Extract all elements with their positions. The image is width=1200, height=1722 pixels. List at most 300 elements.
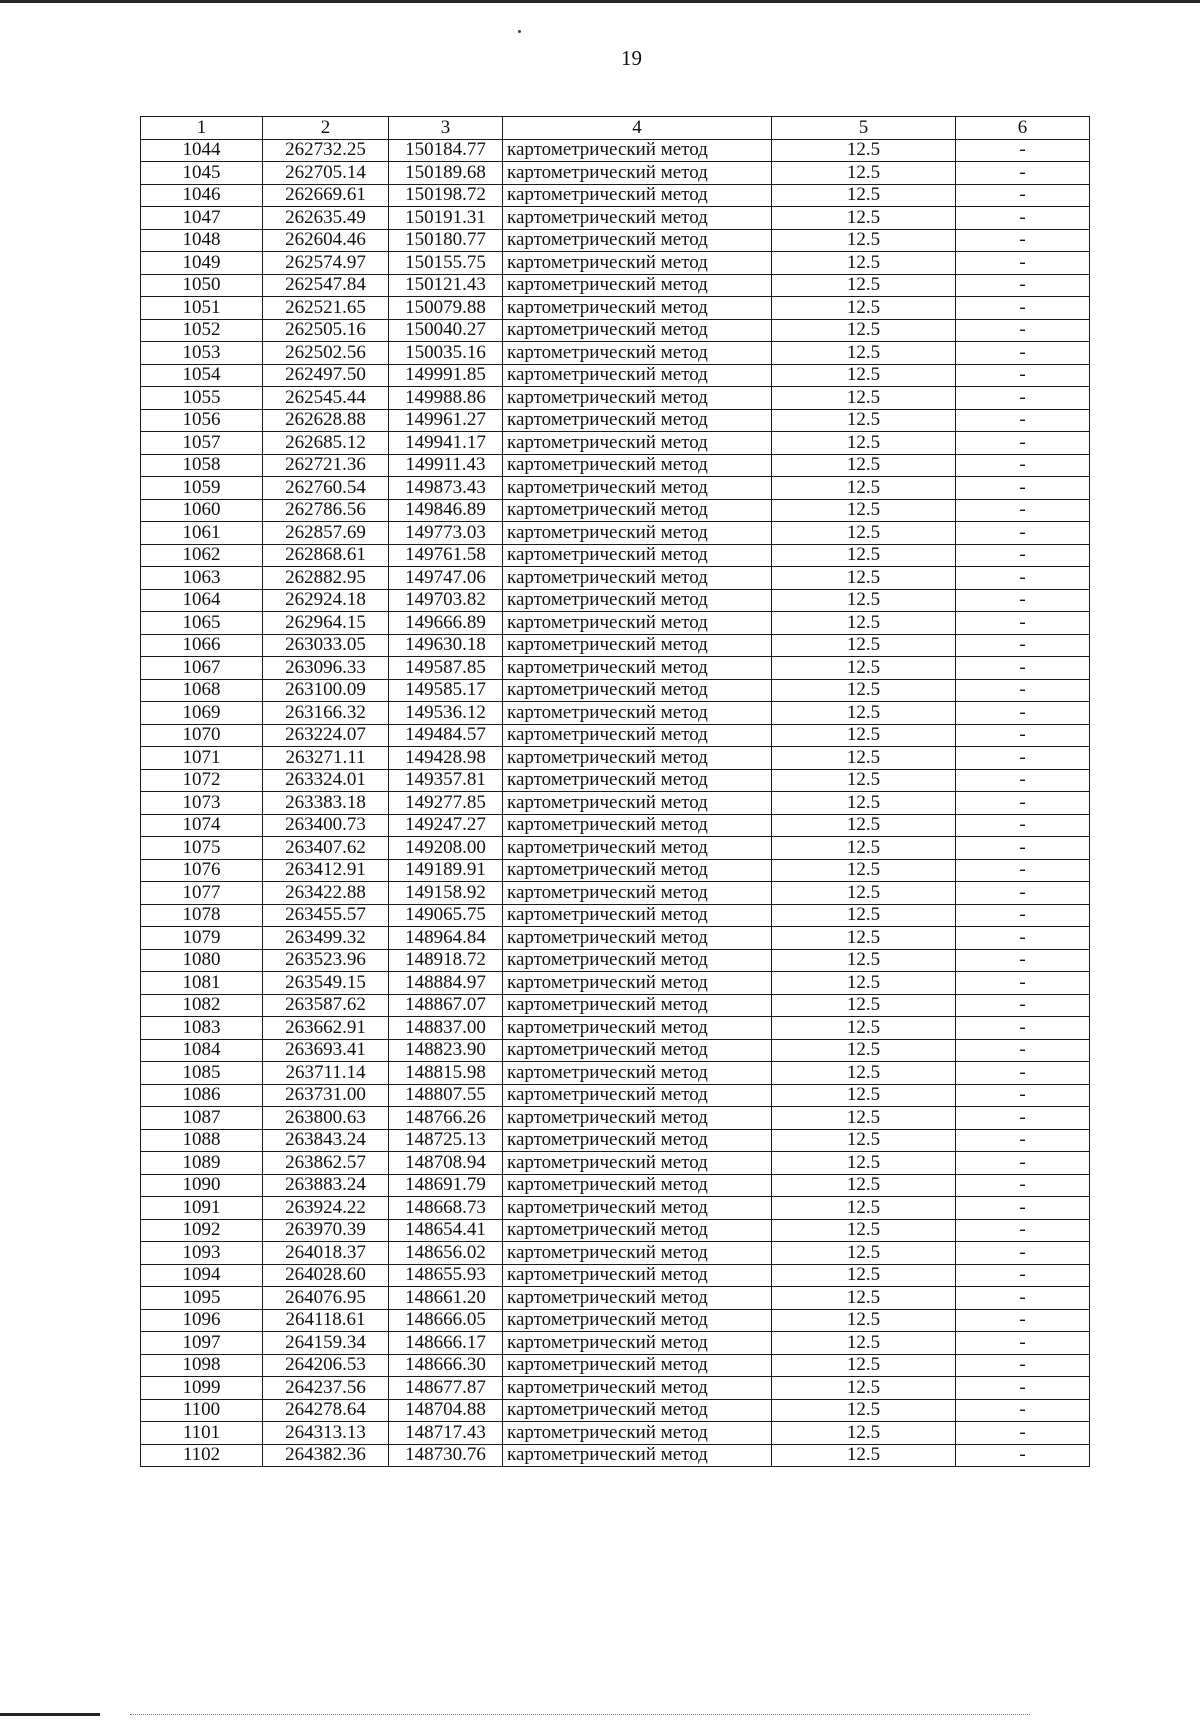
note-cell: - [956,1354,1090,1377]
point-number-cell: 1089 [141,1152,263,1175]
table-row [141,949,1090,972]
note-cell: - [956,364,1090,387]
y-coordinate-cell: 149587.85 [389,657,503,680]
method-cell: картометрический метод [503,319,772,342]
table-row [141,319,1090,342]
precision-cell: 12.5 [772,252,956,275]
point-number-cell: 1060 [141,499,263,522]
precision-cell: 12.5 [772,229,956,252]
table-row [141,139,1090,162]
note-cell: - [956,1062,1090,1085]
point-number-cell: 1090 [141,1174,263,1197]
scan-edge-bottom [0,1713,100,1716]
note-cell: - [956,1309,1090,1332]
x-coordinate-cell: 262604.46 [263,229,389,252]
note-cell: - [956,1332,1090,1355]
y-coordinate-cell: 150198.72 [389,184,503,207]
note-cell: - [956,477,1090,500]
scan-edge-top [0,0,1200,3]
method-cell: картометрический метод [503,769,772,792]
method-cell: картометрический метод [503,409,772,432]
y-coordinate-cell: 148654.41 [389,1219,503,1242]
note-cell: - [956,229,1090,252]
y-coordinate-cell: 149158.92 [389,882,503,905]
precision-cell: 12.5 [772,1422,956,1445]
column-header: 4 [503,117,772,140]
note-cell: - [956,544,1090,567]
y-coordinate-cell: 149666.89 [389,612,503,635]
method-cell: картометрический метод [503,1062,772,1085]
precision-cell: 12.5 [772,544,956,567]
note-cell: - [956,274,1090,297]
method-cell: картометрический метод [503,1107,772,1130]
y-coordinate-cell: 149703.82 [389,589,503,612]
table-row [141,1174,1090,1197]
table-row [141,634,1090,657]
table-row [141,1332,1090,1355]
precision-cell: 12.5 [772,1084,956,1107]
precision-cell: 12.5 [772,612,956,635]
table-row [141,499,1090,522]
note-cell: - [956,612,1090,635]
table-row [141,252,1090,275]
y-coordinate-cell: 148668.73 [389,1197,503,1220]
note-cell: - [956,904,1090,927]
point-number-cell: 1101 [141,1422,263,1445]
table-row [141,1197,1090,1220]
y-coordinate-cell: 149961.27 [389,409,503,432]
table-body [141,139,1090,1467]
point-number-cell: 1072 [141,769,263,792]
method-cell: картометрический метод [503,1129,772,1152]
precision-cell: 12.5 [772,1174,956,1197]
method-cell: картометрический метод [503,454,772,477]
y-coordinate-cell: 150079.88 [389,297,503,320]
method-cell: картометрический метод [503,1017,772,1040]
table-row [141,1242,1090,1265]
table-row [141,522,1090,545]
x-coordinate-cell: 263970.39 [263,1219,389,1242]
x-coordinate-cell: 263455.57 [263,904,389,927]
table-row [141,207,1090,230]
y-coordinate-cell: 148656.02 [389,1242,503,1265]
precision-cell: 12.5 [772,1062,956,1085]
note-cell: - [956,1377,1090,1400]
table-row [141,859,1090,882]
x-coordinate-cell: 264313.13 [263,1422,389,1445]
point-number-cell: 1067 [141,657,263,680]
precision-cell: 12.5 [772,1309,956,1332]
point-number-cell: 1045 [141,162,263,185]
point-number-cell: 1075 [141,837,263,860]
x-coordinate-cell: 263843.24 [263,1129,389,1152]
precision-cell: 12.5 [772,1242,956,1265]
note-cell: - [956,972,1090,995]
note-cell: - [956,657,1090,680]
y-coordinate-cell: 149773.03 [389,522,503,545]
note-cell: - [956,1444,1090,1467]
method-cell: картометрический метод [503,387,772,410]
table-row [141,1354,1090,1377]
x-coordinate-cell: 262760.54 [263,477,389,500]
x-coordinate-cell: 263383.18 [263,792,389,815]
table-row [141,972,1090,995]
x-coordinate-cell: 263883.24 [263,1174,389,1197]
precision-cell: 12.5 [772,319,956,342]
table-row [141,184,1090,207]
note-cell: - [956,747,1090,770]
method-cell: картометрический метод [503,1197,772,1220]
column-header: 3 [389,117,503,140]
method-cell: картометрический метод [503,184,772,207]
table-row [141,364,1090,387]
point-number-cell: 1077 [141,882,263,905]
method-cell: картометрический метод [503,724,772,747]
note-cell: - [956,927,1090,950]
y-coordinate-cell: 150180.77 [389,229,503,252]
note-cell: - [956,184,1090,207]
x-coordinate-cell: 262705.14 [263,162,389,185]
y-coordinate-cell: 148867.07 [389,994,503,1017]
x-coordinate-cell: 263271.11 [263,747,389,770]
x-coordinate-cell: 263407.62 [263,837,389,860]
method-cell: картометрический метод [503,1264,772,1287]
precision-cell: 12.5 [772,949,956,972]
x-coordinate-cell: 263800.63 [263,1107,389,1130]
point-number-cell: 1071 [141,747,263,770]
x-coordinate-cell: 262669.61 [263,184,389,207]
point-number-cell: 1061 [141,522,263,545]
table-row [141,904,1090,927]
precision-cell: 12.5 [772,994,956,1017]
table-row [141,544,1090,567]
point-number-cell: 1046 [141,184,263,207]
scan-noise-bottom [130,1714,1030,1716]
point-number-cell: 1051 [141,297,263,320]
precision-cell: 12.5 [772,1377,956,1400]
point-number-cell: 1100 [141,1399,263,1422]
table-row [141,747,1090,770]
precision-cell: 12.5 [772,522,956,545]
x-coordinate-cell: 263324.01 [263,769,389,792]
y-coordinate-cell: 149941.17 [389,432,503,455]
method-cell: картометрический метод [503,679,772,702]
x-coordinate-cell: 264278.64 [263,1399,389,1422]
x-coordinate-cell: 263422.88 [263,882,389,905]
precision-cell: 12.5 [772,657,956,680]
point-number-cell: 1063 [141,567,263,590]
column-header: 6 [956,117,1090,140]
note-cell: - [956,1084,1090,1107]
point-number-cell: 1086 [141,1084,263,1107]
precision-cell: 12.5 [772,432,956,455]
y-coordinate-cell: 149991.85 [389,364,503,387]
precision-cell: 12.5 [772,409,956,432]
table-row [141,657,1090,680]
x-coordinate-cell: 263731.00 [263,1084,389,1107]
note-cell: - [956,162,1090,185]
table-row [141,612,1090,635]
point-number-cell: 1097 [141,1332,263,1355]
y-coordinate-cell: 148823.90 [389,1039,503,1062]
method-cell: картометрический метод [503,702,772,725]
point-number-cell: 1092 [141,1219,263,1242]
method-cell: картометрический метод [503,1444,772,1467]
x-coordinate-cell: 264118.61 [263,1309,389,1332]
note-cell: - [956,1399,1090,1422]
point-number-cell: 1048 [141,229,263,252]
precision-cell: 12.5 [772,1152,956,1175]
y-coordinate-cell: 149065.75 [389,904,503,927]
note-cell: - [956,1422,1090,1445]
y-coordinate-cell: 150184.77 [389,139,503,162]
table-row [141,1107,1090,1130]
point-number-cell: 1068 [141,679,263,702]
x-coordinate-cell: 262868.61 [263,544,389,567]
point-number-cell: 1085 [141,1062,263,1085]
precision-cell: 12.5 [772,567,956,590]
table-row [141,1017,1090,1040]
table-row [141,1399,1090,1422]
note-cell: - [956,1017,1090,1040]
y-coordinate-cell: 148661.20 [389,1287,503,1310]
precision-cell: 12.5 [772,1039,956,1062]
point-number-cell: 1098 [141,1354,263,1377]
x-coordinate-cell: 262497.50 [263,364,389,387]
x-coordinate-cell: 263400.73 [263,814,389,837]
method-cell: картометрический метод [503,612,772,635]
x-coordinate-cell: 263587.62 [263,994,389,1017]
point-number-cell: 1070 [141,724,263,747]
method-cell: картометрический метод [503,972,772,995]
method-cell: картометрический метод [503,544,772,567]
precision-cell: 12.5 [772,589,956,612]
method-cell: картометрический метод [503,882,772,905]
precision-cell: 12.5 [772,837,956,860]
y-coordinate-cell: 148666.17 [389,1332,503,1355]
table-header-row [141,117,1090,140]
table-row [141,1287,1090,1310]
point-number-cell: 1087 [141,1107,263,1130]
precision-cell: 12.5 [772,747,956,770]
x-coordinate-cell: 262924.18 [263,589,389,612]
y-coordinate-cell: 149189.91 [389,859,503,882]
table-row [141,567,1090,590]
y-coordinate-cell: 148884.97 [389,972,503,995]
x-coordinate-cell: 263693.41 [263,1039,389,1062]
x-coordinate-cell: 262545.44 [263,387,389,410]
precision-cell: 12.5 [772,1264,956,1287]
table-row [141,1129,1090,1152]
point-number-cell: 1057 [141,432,263,455]
note-cell: - [956,859,1090,882]
coordinates-table [140,116,1090,1467]
y-coordinate-cell: 148918.72 [389,949,503,972]
note-cell: - [956,454,1090,477]
table-row [141,1219,1090,1242]
method-cell: картометрический метод [503,792,772,815]
method-cell: картометрический метод [503,207,772,230]
precision-cell: 12.5 [772,724,956,747]
method-cell: картометрический метод [503,274,772,297]
note-cell: - [956,724,1090,747]
note-cell: - [956,1107,1090,1130]
note-cell: - [956,949,1090,972]
note-cell: - [956,342,1090,365]
note-cell: - [956,432,1090,455]
note-cell: - [956,319,1090,342]
y-coordinate-cell: 149585.17 [389,679,503,702]
method-cell: картометрический метод [503,904,772,927]
note-cell: - [956,1174,1090,1197]
table-row [141,297,1090,320]
point-number-cell: 1050 [141,274,263,297]
y-coordinate-cell: 149208.00 [389,837,503,860]
precision-cell: 12.5 [772,904,956,927]
y-coordinate-cell: 150121.43 [389,274,503,297]
y-coordinate-cell: 148677.87 [389,1377,503,1400]
x-coordinate-cell: 262857.69 [263,522,389,545]
x-coordinate-cell: 262721.36 [263,454,389,477]
precision-cell: 12.5 [772,814,956,837]
y-coordinate-cell: 149428.98 [389,747,503,770]
x-coordinate-cell: 263096.33 [263,657,389,680]
table-row [141,1264,1090,1287]
method-cell: картометрический метод [503,364,772,387]
table-row [141,409,1090,432]
x-coordinate-cell: 262786.56 [263,499,389,522]
column-header: 2 [263,117,389,140]
precision-cell: 12.5 [772,1444,956,1467]
y-coordinate-cell: 150035.16 [389,342,503,365]
method-cell: картометрический метод [503,1422,772,1445]
method-cell: картометрический метод [503,994,772,1017]
x-coordinate-cell: 262635.49 [263,207,389,230]
note-cell: - [956,499,1090,522]
y-coordinate-cell: 148708.94 [389,1152,503,1175]
point-number-cell: 1054 [141,364,263,387]
note-cell: - [956,1287,1090,1310]
method-cell: картометрический метод [503,1332,772,1355]
x-coordinate-cell: 262685.12 [263,432,389,455]
scan-speck [518,30,521,33]
y-coordinate-cell: 149988.86 [389,387,503,410]
precision-cell: 12.5 [772,1017,956,1040]
method-cell: картометрический метод [503,522,772,545]
y-coordinate-cell: 148766.26 [389,1107,503,1130]
method-cell: картометрический метод [503,859,772,882]
point-number-cell: 1084 [141,1039,263,1062]
table-row [141,1377,1090,1400]
y-coordinate-cell: 150191.31 [389,207,503,230]
method-cell: картометрический метод [503,1377,772,1400]
point-number-cell: 1073 [141,792,263,815]
note-cell: - [956,994,1090,1017]
x-coordinate-cell: 262574.97 [263,252,389,275]
method-cell: картометрический метод [503,1309,772,1332]
point-number-cell: 1076 [141,859,263,882]
y-coordinate-cell: 149846.89 [389,499,503,522]
precision-cell: 12.5 [772,274,956,297]
point-number-cell: 1096 [141,1309,263,1332]
method-cell: картометрический метод [503,1084,772,1107]
x-coordinate-cell: 262505.16 [263,319,389,342]
precision-cell: 12.5 [772,702,956,725]
point-number-cell: 1059 [141,477,263,500]
point-number-cell: 1049 [141,252,263,275]
x-coordinate-cell: 263924.22 [263,1197,389,1220]
y-coordinate-cell: 148717.43 [389,1422,503,1445]
table-row [141,1309,1090,1332]
y-coordinate-cell: 150040.27 [389,319,503,342]
precision-cell: 12.5 [772,387,956,410]
method-cell: картометрический метод [503,949,772,972]
x-coordinate-cell: 262628.88 [263,409,389,432]
y-coordinate-cell: 149277.85 [389,792,503,815]
x-coordinate-cell: 263499.32 [263,927,389,950]
method-cell: картометрический метод [503,814,772,837]
method-cell: картометрический метод [503,837,772,860]
method-cell: картометрический метод [503,432,772,455]
method-cell: картометрический метод [503,162,772,185]
y-coordinate-cell: 148691.79 [389,1174,503,1197]
precision-cell: 12.5 [772,162,956,185]
note-cell: - [956,297,1090,320]
point-number-cell: 1080 [141,949,263,972]
y-coordinate-cell: 148807.55 [389,1084,503,1107]
method-cell: картометрический метод [503,1152,772,1175]
note-cell: - [956,634,1090,657]
table-row [141,702,1090,725]
precision-cell: 12.5 [772,972,956,995]
method-cell: картометрический метод [503,657,772,680]
point-number-cell: 1099 [141,1377,263,1400]
note-cell: - [956,139,1090,162]
point-number-cell: 1065 [141,612,263,635]
point-number-cell: 1083 [141,1017,263,1040]
method-cell: картометрический метод [503,1242,772,1265]
table-row [141,1084,1090,1107]
table-row [141,769,1090,792]
method-cell: картометрический метод [503,634,772,657]
point-number-cell: 1091 [141,1197,263,1220]
note-cell: - [956,522,1090,545]
y-coordinate-cell: 149873.43 [389,477,503,500]
point-number-cell: 1069 [141,702,263,725]
y-coordinate-cell: 148666.30 [389,1354,503,1377]
point-number-cell: 1078 [141,904,263,927]
point-number-cell: 1066 [141,634,263,657]
precision-cell: 12.5 [772,454,956,477]
method-cell: картометрический метод [503,589,772,612]
method-cell: картометрический метод [503,1287,772,1310]
method-cell: картометрический метод [503,297,772,320]
table-row [141,589,1090,612]
precision-cell: 12.5 [772,1219,956,1242]
x-coordinate-cell: 264206.53 [263,1354,389,1377]
point-number-cell: 1095 [141,1287,263,1310]
x-coordinate-cell: 263711.14 [263,1062,389,1085]
y-coordinate-cell: 148666.05 [389,1309,503,1332]
x-coordinate-cell: 264018.37 [263,1242,389,1265]
method-cell: картометрический метод [503,477,772,500]
note-cell: - [956,1242,1090,1265]
note-cell: - [956,567,1090,590]
table-row [141,274,1090,297]
note-cell: - [956,1219,1090,1242]
precision-cell: 12.5 [772,139,956,162]
note-cell: - [956,252,1090,275]
